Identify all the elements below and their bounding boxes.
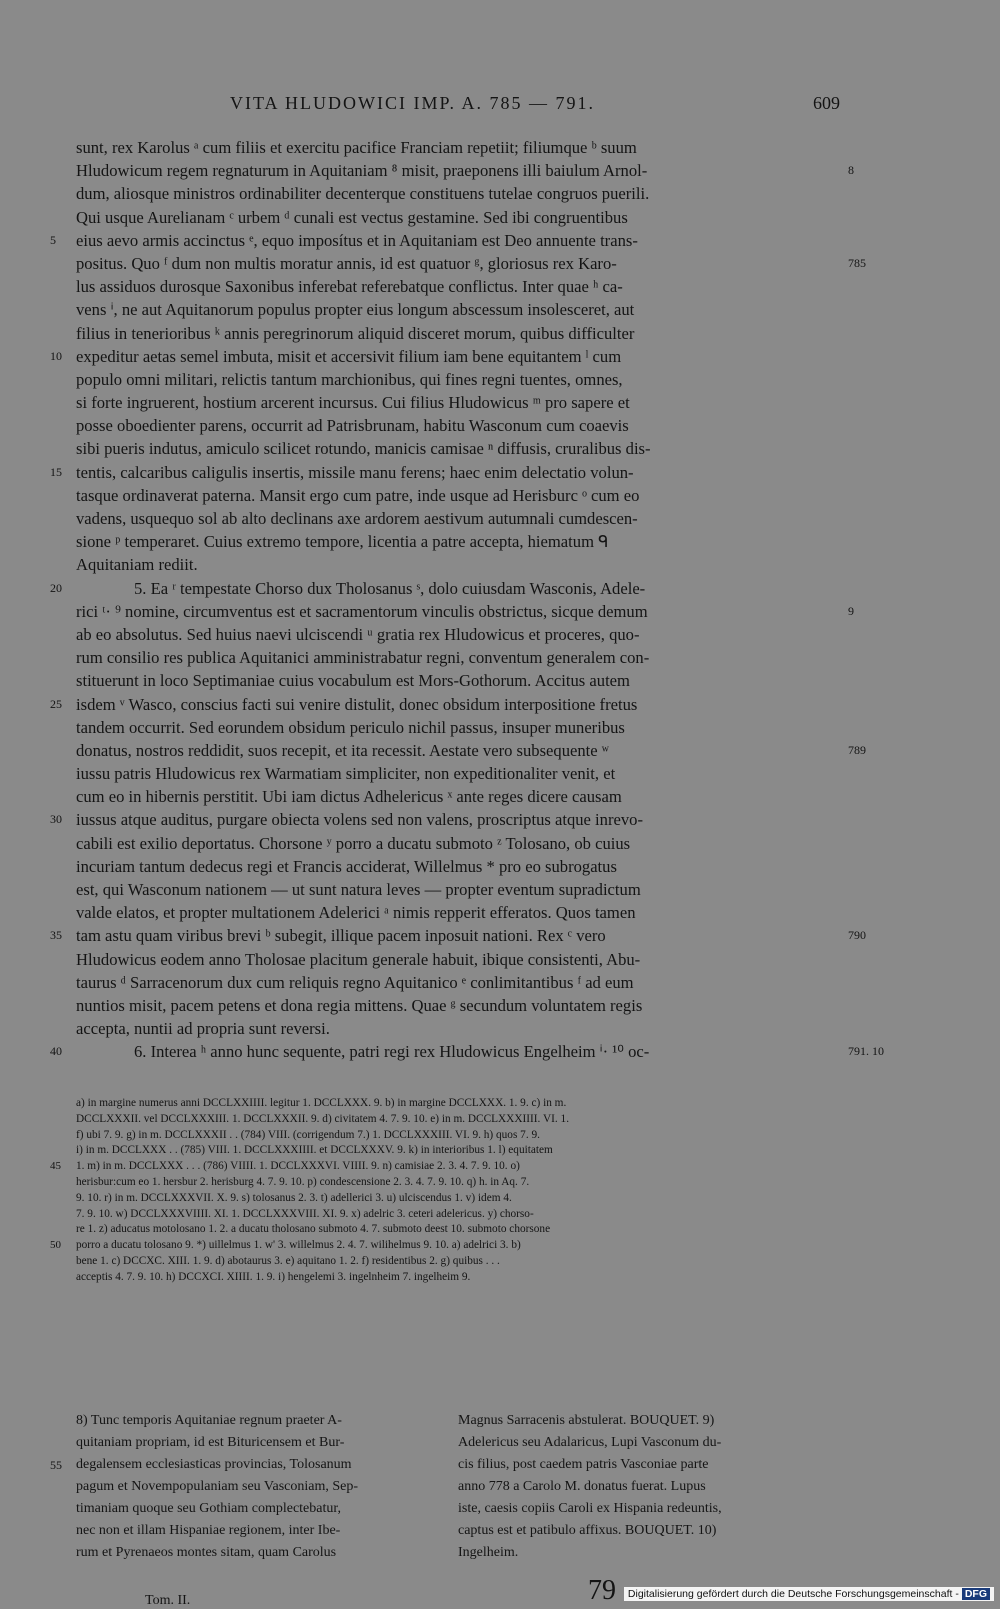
line-number: 25 bbox=[50, 696, 62, 711]
note-line bbox=[76, 1096, 840, 1112]
footnote-text: degalensem ecclesiasticas provincias, Tolosanum bbox=[76, 1457, 352, 1472]
line-text: cum eo in hibernis perstitit. Ubi iam dictus Adhelericus ˣ ante reges dicere causam bbox=[76, 787, 622, 807]
text-line bbox=[76, 669, 840, 692]
footnote-text: pagum et Novempopulaniam seu Vasconiam, Sep- bbox=[76, 1479, 359, 1494]
footnotes-left-column bbox=[50, 1410, 436, 1564]
note-text: 1. m) in m. DCCLXXX . . . (786) VIIII. 1. DCCLXXXVI. VIIII. 9. n) camisiae 2. 3. 4. 7. 9. 10. o) bbox=[76, 1160, 520, 1173]
text-line bbox=[76, 414, 840, 437]
footnote-text: timaniam quoque seu Gothiam complectebatur, bbox=[76, 1501, 341, 1516]
footnote-line bbox=[458, 1432, 838, 1454]
note-line bbox=[76, 1143, 840, 1159]
margin-reference: 8 bbox=[848, 163, 854, 178]
note-line bbox=[76, 1128, 840, 1144]
margin-reference: 789 bbox=[848, 742, 866, 757]
text-line bbox=[76, 437, 840, 460]
note-line bbox=[76, 1191, 840, 1207]
text-line bbox=[76, 832, 840, 855]
line-text: nuntios misit, pacem petens et dona regia mittens. Quae ᵍ secundum voluntatem regis bbox=[76, 995, 643, 1015]
text-line bbox=[50, 577, 840, 600]
footnote-line bbox=[76, 1498, 436, 1520]
text-line bbox=[50, 693, 840, 716]
line-text: rum consilio res publica Aquitanici amministrabatur regni, conventum generalem con- bbox=[76, 648, 650, 668]
line-text: Aquitaniam rediit. bbox=[76, 555, 198, 575]
line-text: taurus ᵈ Sarracenorum dux cum reliquis regno Aquitanico ᵉ conlimitantibus ᶠ ad eum bbox=[76, 972, 634, 992]
text-line bbox=[76, 739, 866, 762]
text-line bbox=[50, 924, 866, 947]
line-text: sunt, rex Karolus ᵃ cum filiis et exercitu pacifice Franciam repetiit; filiumque ᵇ suum bbox=[76, 138, 637, 157]
line-text: rici ᵗ· ⁹ nomine, circumventus est et sacramentorum vinculis obstrictus, sicque demum bbox=[76, 601, 648, 621]
footnote-text: rum et Pyrenaeos montes sitam, quam Carolus bbox=[76, 1545, 337, 1560]
note-line bbox=[50, 1159, 840, 1175]
note-line bbox=[76, 1254, 840, 1270]
volume-label: Tom. II. bbox=[145, 1593, 191, 1608]
line-number: 15 bbox=[50, 464, 62, 479]
margin-reference: 791. 10 bbox=[848, 1044, 884, 1059]
line-text: vens ⁱ, ne aut Aquitanorum populus propter eius longum abscessum insolesceret, aut bbox=[76, 300, 635, 320]
text-line bbox=[76, 368, 840, 391]
text-line bbox=[76, 855, 840, 878]
text-line bbox=[76, 971, 840, 994]
line-text: iussus atque auditus, purgare obiecta volens sed non valens, proscriptus atque inrevo- bbox=[76, 810, 643, 830]
text-line bbox=[76, 298, 840, 321]
note-line bbox=[76, 1207, 840, 1223]
note-text: 7. 9. 10. w) DCCLXXXVIIII. XI. 1. DCCLXXXVIII. XI. 9. x) adelric 3. ceteri adelericus. y) chorso- bbox=[76, 1207, 534, 1220]
footnote-line bbox=[76, 1476, 436, 1498]
text-line bbox=[76, 484, 840, 507]
line-text: Hludowicum regem regnaturum in Aquitaniam ⁸ misit, praeponens illi baiulum Arnol- bbox=[76, 161, 648, 181]
note-line bbox=[76, 1222, 840, 1238]
line-text: accepta, nuntii ad propria sunt reversi. bbox=[76, 1019, 330, 1039]
footnote-line bbox=[458, 1498, 838, 1520]
text-line bbox=[76, 948, 840, 971]
credit-text: Digitalisierung gefördert durch die Deutsche Forschungsgemeinschaft - bbox=[627, 1588, 959, 1600]
line-text: si forte ingruerent, hostium arcerent incursus. Cui filius Hludowicus ᵐ pro sapere et bbox=[76, 393, 630, 413]
text-line bbox=[76, 136, 840, 159]
footnote-text: Magnus Sarracenis abstulerat. BOUQUET. 9) bbox=[458, 1413, 715, 1428]
note-text: bene 1. c) DCCXC. XIII. 1. 9. d) abotaurus 3. e) aquitano 1. 2. f) residentibus 2. g) quibus . . . bbox=[76, 1254, 500, 1267]
text-line bbox=[50, 461, 840, 484]
text-line bbox=[76, 994, 840, 1017]
footnote-line bbox=[76, 1520, 436, 1542]
line-text: filius in tenerioribus ᵏ annis peregrinorum aliquid disceret morum, quibus difficulter bbox=[76, 323, 635, 343]
signature-mark: 79 bbox=[588, 1575, 616, 1606]
text-line bbox=[76, 275, 840, 298]
line-text: vadens, usquequo sol ab alto declinans axe ardorem aestivum autumnali cumdescen- bbox=[76, 509, 638, 528]
text-line bbox=[76, 901, 840, 924]
dfg-logo: DFG bbox=[962, 1588, 990, 1600]
footnote-line bbox=[458, 1410, 838, 1432]
page-number: 609 bbox=[813, 93, 840, 113]
note-text: porro a ducatu tolosano 9. *) uillelmus 1. w' 3. willelmus 2. 4. 7. wilihelmus 9. 10. a) adelrici 3. b) bbox=[76, 1239, 521, 1252]
text-line bbox=[76, 182, 840, 205]
line-number: 50 bbox=[50, 1239, 61, 1252]
line-text: expeditur aetas semel imbuta, misit et accersivit filium iam bene equitantem ˡ cum bbox=[76, 346, 622, 366]
footnote-line bbox=[50, 1454, 436, 1476]
footnote-text: captus est et patibulo affixus. BOUQUET. 10) bbox=[458, 1523, 717, 1538]
text-line bbox=[76, 716, 840, 739]
note-line bbox=[76, 1112, 840, 1128]
note-text: DCCLXXXII. vel DCCLXXXIII. 1. DCCLXXXII. 9. d) civitatem 4. 7. 9. 10. e) in m. DCCLXXXIIII. VI. 1. bbox=[76, 1112, 570, 1125]
header-title: VITA HLUDOWICI IMP. A. 785 — 791. bbox=[230, 93, 596, 113]
critical-apparatus bbox=[50, 1096, 840, 1286]
line-text: tandem occurrit. Sed eorundem obsidum periculo nichil passus, insuper muneribus bbox=[76, 717, 625, 737]
text-line bbox=[50, 229, 840, 252]
margin-reference: 9 bbox=[848, 603, 854, 618]
line-text: eius aevo armis accinctus ᵉ, equo imposítus et in Aquitaniam est Deo annuente trans- bbox=[76, 230, 638, 250]
note-text: 9. 10. r) in m. DCCLXXXVII. X. 9. s) tolosanus 2. 3. t) adellerici 3. u) ulciscendus 1. v) idem 4. bbox=[76, 1191, 512, 1204]
line-text: iussu patris Hludowicus rex Warmatiam simpliciter, non expeditionaliter venit, et bbox=[76, 764, 616, 784]
footnote-text: 8) Tunc temporis Aquitaniae regnum praeter A- bbox=[76, 1413, 342, 1428]
line-text: lus assiduos durosque Saxonibus inferebat referebatque conflictus. Inter quae ʰ ca- bbox=[76, 277, 623, 297]
footnote-line bbox=[76, 1432, 436, 1454]
line-text: tam astu quam viribus brevi ᵇ subegit, illique pacem inposuit nationi. Rex ᶜ vero bbox=[76, 926, 606, 946]
line-text: stituerunt in loco Septimaniae cuius vocabulum est Mors-Gothorum. Accitus autem bbox=[76, 671, 630, 691]
line-number: 35 bbox=[50, 928, 62, 943]
note-text: i) in m. DCCLXXX . . (785) VIII. 1. DCCLXXXIIII. et DCCLXXXV. 9. k) in interioribus 1. l) equitatem bbox=[76, 1144, 553, 1157]
line-text: Qui usque Aurelianam ᶜ urbem ᵈ cunali est vectus gestamine. Sed ibi congruentibus bbox=[76, 207, 628, 227]
margin-reference: 785 bbox=[848, 255, 866, 270]
footnote-line bbox=[76, 1542, 436, 1564]
line-text: tentis, calcaribus caligulis insertis, missile manu ferens; haec enim delectatio volun- bbox=[76, 462, 634, 482]
line-text: ab eo absolutus. Sed huius naevi ulciscendi ᵘ gratia rex Hludowicus et proceres, quo- bbox=[76, 624, 640, 644]
note-text: herisbur:cum eo 1. hersbur 2. herisburg 4. 7. 9. 10. p) condescensione 2. 3. 4. 7. 9. 10. q) h. in Aq. 7. bbox=[76, 1175, 530, 1188]
line-text: tasque ordinaverat paterna. Mansit ergo cum patre, inde usque ad Herisburc ᵒ cum eo bbox=[76, 485, 640, 505]
text-line bbox=[76, 252, 866, 275]
note-line bbox=[76, 1175, 840, 1191]
footnote-text: nec non et illam Hispaniae regionem, inter Ibe- bbox=[76, 1523, 341, 1538]
digitization-credit bbox=[624, 1587, 994, 1601]
text-line bbox=[76, 206, 840, 229]
text-line bbox=[76, 1017, 840, 1040]
line-number: 40 bbox=[50, 1044, 62, 1059]
line-number: 45 bbox=[50, 1160, 61, 1173]
line-text: cabili est exilio deportatus. Chorsone ʸ porro a ducatu submoto ᶻ Tolosano, ob cuius bbox=[76, 833, 631, 853]
footnote-line bbox=[458, 1520, 838, 1542]
text-line bbox=[76, 159, 854, 182]
line-text: valde elatos, et propter multationem Adelerici ᵃ nimis repperit efferatos. Quos tamen bbox=[76, 903, 636, 923]
line-text: incuriam tantum dedecus regi et Francis acciderat, Willelmus * pro eo subrogatus bbox=[76, 856, 617, 876]
text-line bbox=[76, 391, 840, 414]
text-line bbox=[50, 808, 840, 831]
main-text bbox=[50, 136, 884, 1064]
note-text: re 1. z) aducatus motolosano 1. 2. a ducatu tholosano submoto 4. 7. submoto deest 10. submoto chorsone bbox=[76, 1223, 551, 1236]
margin-reference: 790 bbox=[848, 928, 866, 943]
line-text: positus. Quo ᶠ dum non multis moratur annis, id est quatuor ᵍ, gloriosus rex Karo- bbox=[76, 253, 617, 273]
footnote-line bbox=[458, 1476, 838, 1498]
footnote-text: Ingelheim. bbox=[458, 1545, 519, 1560]
line-text: 5. Ea ʳ tempestate Chorso dux Tholosanus ˢ, dolo cuiusdam Wasconis, Adele- bbox=[134, 578, 646, 598]
line-text: populo omni militari, relictis tantum marchionibus, qui fines regni tuentes, omnes, bbox=[76, 369, 623, 389]
line-text: sione ᵖ temperaret. Cuius extremo tempore, licentia a patre accepta, hiematum ᑫ bbox=[76, 532, 609, 552]
footnote-text: Adelericus seu Adalaricus, Lupi Vasconum du- bbox=[458, 1435, 722, 1450]
note-text: a) in margine numerus anni DCCLXXIIII. legitur 1. DCCLXXX. 9. b) in margine DCCLXXX. 1. 9. c) in m. bbox=[76, 1097, 567, 1109]
footnote-line bbox=[458, 1454, 838, 1476]
text-line bbox=[76, 530, 840, 553]
note-text: f) ubi 7. 9. g) in m. DCCLXXXII . . (784) VIII. (corrigendum 7.) 1. DCCLXXXIII. VI. 9. h) quos 7. 9. bbox=[76, 1128, 540, 1141]
line-text: dum, aliosque ministros ordinabiliter decenterque constituens tutelae congruos puerili. bbox=[76, 184, 650, 204]
footnote-text: cis filius, post caedem patris Vasconiae parte bbox=[458, 1457, 709, 1472]
text-line bbox=[76, 507, 840, 530]
text-line bbox=[76, 623, 840, 646]
text-line bbox=[50, 345, 840, 368]
line-text: est, qui Wasconum nationem — ut sunt natura leves — propter eventum supradictum bbox=[76, 880, 641, 899]
text-line bbox=[76, 553, 840, 576]
text-line bbox=[50, 1040, 884, 1063]
line-number: 55 bbox=[50, 1458, 62, 1472]
running-header bbox=[230, 93, 840, 114]
line-text: posse oboedienter parens, occurrit ad Patrisbrunam, habitu Wasconum cum coaevis bbox=[76, 416, 629, 436]
line-number: 20 bbox=[50, 580, 62, 595]
text-line bbox=[76, 785, 840, 808]
text-line bbox=[76, 322, 840, 345]
line-text: 6. Interea ʰ anno hunc sequente, patri regi rex Hludowicus Engelheim ⁱ· ¹⁰ oc- bbox=[134, 1042, 650, 1062]
note-line bbox=[50, 1238, 840, 1254]
footnotes-right-column bbox=[458, 1410, 838, 1564]
text-line bbox=[76, 878, 840, 901]
line-text: sibi pueris indutus, amiculo scilicet rotundo, manicis camisae ⁿ diffusis, cruralibus dis- bbox=[76, 439, 651, 459]
text-line bbox=[76, 646, 840, 669]
line-text: isdem ᵛ Wasco, conscius facti sui venire distulit, donec obsidum interpositione fretus bbox=[76, 694, 638, 714]
line-number: 10 bbox=[50, 348, 62, 363]
line-text: donatus, nostros reddidit, suos recepit, et ita recessit. Aestate vero subsequente ʷ bbox=[76, 740, 609, 760]
text-line bbox=[76, 762, 840, 785]
line-text: Hludowicus eodem anno Tholosae placitum generale habuit, ibique consistenti, Abu- bbox=[76, 949, 641, 969]
note-text: acceptis 4. 7. 9. 10. h) DCCXCI. XIIII. 1. 9. i) hengelemi 3. ingelnheim 7. ingelheim 9. bbox=[76, 1270, 471, 1283]
footnote-text: iste, caesis copiis Caroli ex Hispania redeuntis, bbox=[458, 1501, 722, 1516]
footnote-text: quitaniam propriam, id est Bituricensem et Bur- bbox=[76, 1435, 345, 1450]
text-line bbox=[76, 600, 854, 623]
footnote-line bbox=[76, 1410, 436, 1432]
line-number: 30 bbox=[50, 812, 62, 827]
footnote-text: anno 778 a Carolo M. donatus fuerat. Lupus bbox=[458, 1479, 706, 1494]
note-line bbox=[76, 1270, 840, 1286]
footnote-line bbox=[458, 1542, 838, 1564]
line-number: 5 bbox=[50, 232, 56, 247]
